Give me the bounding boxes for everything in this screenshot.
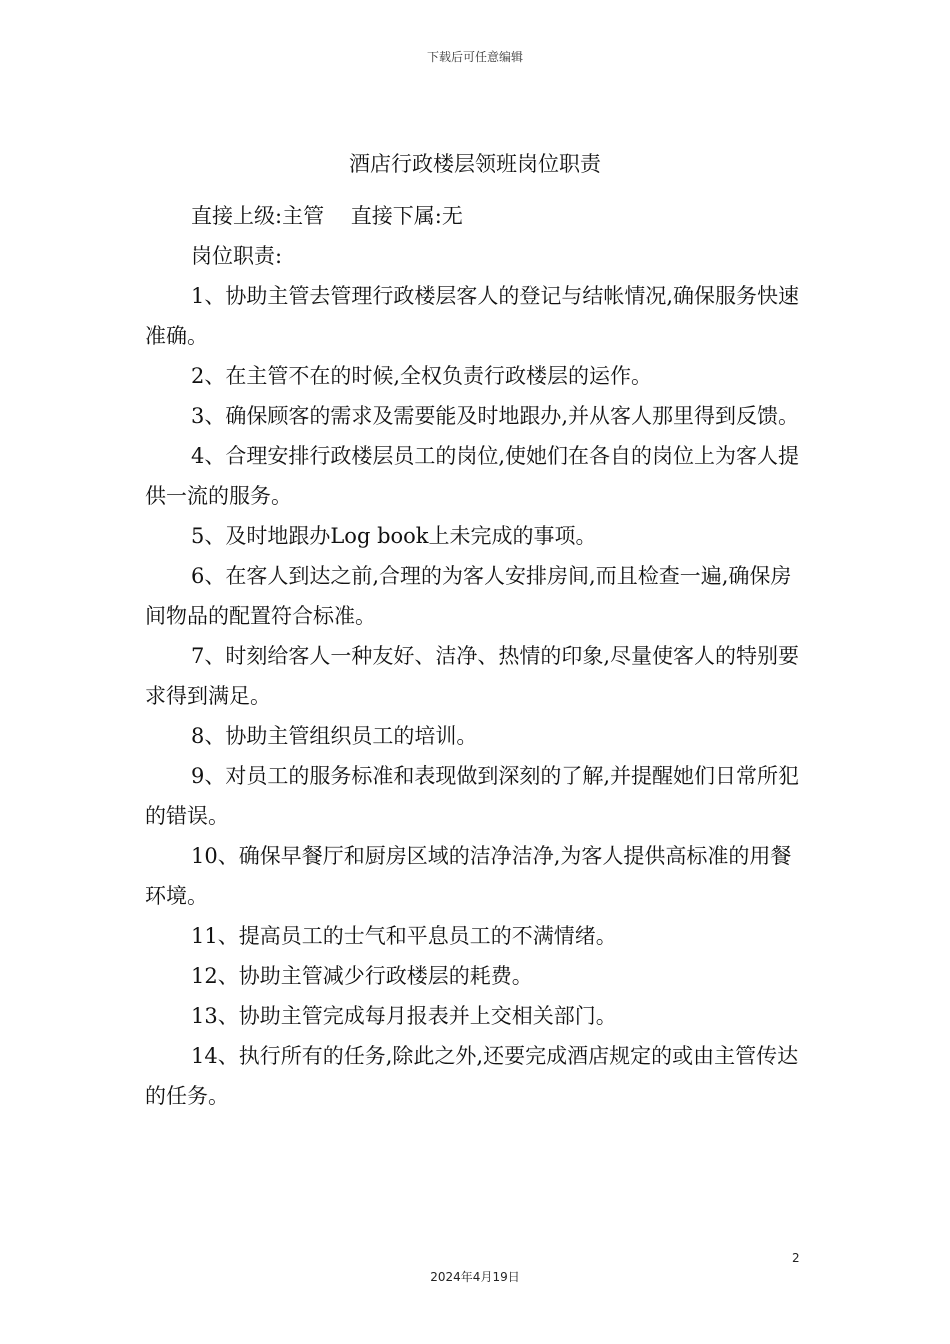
footer-date: 2024年4月19日 xyxy=(430,1270,520,1284)
duty-item: 10、确保早餐厅和厨房区域的洁净洁净,为客人提供高标准的用餐环境。 xyxy=(145,844,792,908)
duty-item: 9、对员工的服务标准和表现做到深刻的了解,并提醒她们日常所犯的错误。 xyxy=(145,764,800,828)
duty-item: 6、在客人到达之前,合理的为客人安排房间,而且检查一遍,确保房间物品的配置符合标准。 xyxy=(145,564,792,628)
page-header: 下载后可任意编辑 xyxy=(426,50,523,64)
duty-item: 8、协助主管组织员工的培训。 xyxy=(191,724,478,748)
duty-item: 14、执行所有的任务,除此之外,还要完成酒店规定的或由主管传达的任务。 xyxy=(145,1044,799,1108)
duty-item: 11、提高员工的士气和平息员工的不满情绪。 xyxy=(191,924,617,948)
duties-heading: 岗位职责: xyxy=(191,244,283,268)
reporting-line: 直接上级:主管 直接下属:无 xyxy=(191,204,463,228)
duty-item: 3、确保顾客的需求及需要能及时地跟办,并从客人那里得到反馈。 xyxy=(191,404,800,428)
document-title: 酒店行政楼层领班岗位职责 xyxy=(349,152,601,176)
duty-item: 7、时刻给客人一种友好、洁净、热情的印象,尽量使客人的特别要求得到满足。 xyxy=(145,644,800,708)
page-number: 2 xyxy=(792,1251,800,1265)
document-body xyxy=(145,196,810,1116)
duty-item: 1、协助主管去管理行政楼层客人的登记与结帐情况,确保服务快速准确。 xyxy=(145,284,800,348)
duty-item: 12、协助主管减少行政楼层的耗费。 xyxy=(191,964,533,988)
duty-item: 4、合理安排行政楼层员工的岗位,使她们在各自的岗位上为客人提供一流的服务。 xyxy=(145,444,800,508)
duty-item: 13、协助主管完成每月报表并上交相关部门。 xyxy=(191,1004,617,1028)
duty-item: 2、在主管不在的时候,全权负责行政楼层的运作。 xyxy=(191,364,653,388)
duty-item: 5、及时地跟办Log book上未完成的事项。 xyxy=(191,524,597,548)
